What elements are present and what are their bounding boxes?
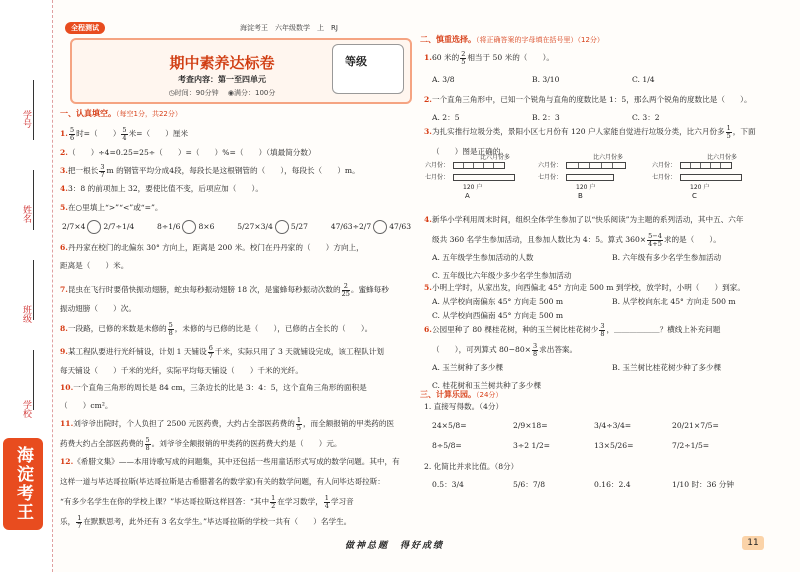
answer-option[interactable]: B. 六年级有多少名学生参加活动 [612,253,722,262]
answer-option[interactable]: A. 五年级学生参加活动的人数 [432,253,534,262]
fraction [208,345,214,360]
bar-segment [690,163,691,168]
denominator: 25 [341,289,350,298]
denominator: 2 [271,501,276,510]
question-text: 刘爷爷出院时，个人负担了 2500 元医药费，大约占全部医药费的 [73,419,295,428]
question-number: 3. [424,127,432,136]
answer-option[interactable]: B. 从学校向东北 45° 方向走 500 m [612,297,736,306]
question-item [60,200,163,215]
question-text: 在默默思考，此外还有 3 名女学生。”毕达哥拉斯的学校一共有（ ）名学生。 [83,517,352,526]
question-item [424,92,752,107]
question-text: 。蜜蜂每秒 [350,285,389,294]
denominator: 8 [533,349,538,358]
diagram-label-july: 七月份： [538,174,563,181]
page-header [65,22,408,34]
ratio-expression[interactable]: 1/10 时：36 分钟 [672,480,734,489]
diagram-choice[interactable]: B [578,192,583,200]
page-number: 11 [742,536,764,550]
question-text: 级共 360 名学生参加活动，且参加人数比为 4：5。算式 360× [432,235,647,244]
question-text: 时=（ ） [76,129,121,138]
question-text: 60 米的 [431,53,460,62]
compare-right: 8×6 [198,222,215,231]
question-text: 。刘爷爷全额报销的甲类药的医药费大约是（ ）元。 [151,439,342,448]
question-text: （ ）图是正确的。 [432,147,508,156]
question-item [60,321,372,337]
question-item [60,436,342,452]
numerator: 3 [533,341,538,350]
question-text: 千米，实际只用了 3 天就铺设完成，该工程队计划 [214,347,384,356]
bar-segment [700,163,701,168]
question-text: 昆虫在飞行时要借快振动翅膀，蛇虫每秒振动翅膀 18 次，是蜜蜂每秒振动次数的 [67,285,341,294]
bar-segment [463,163,464,168]
question-item [60,181,263,196]
question-item [60,145,316,160]
denominator: 5 [461,57,466,66]
numerator: 5 [122,125,127,134]
denominator: 7 [100,170,105,179]
bar-segment [473,163,474,168]
section-1-title [60,108,182,119]
diagram-label-june: 六月份： [425,162,450,169]
denominator: 8 [168,328,173,337]
calc-expression[interactable]: 13×5/26= [594,441,634,450]
spine-label-id: 学号 [21,110,31,128]
june-bar [680,162,732,169]
numerator: 3 [100,162,105,171]
numerator: 1 [296,415,301,424]
diagram-more-label: 比六月份多 [707,154,738,161]
fraction [145,437,151,452]
clock-icon: ◷ [168,89,175,97]
spine-label-name: 姓名 [21,205,31,223]
denominator: 8 [145,443,150,452]
answer-option[interactable]: A. 玉兰树种了多少棵 [432,363,504,372]
fraction [647,233,663,248]
test-badge: 全程测试 [65,22,105,34]
question-item [60,126,188,142]
question-item [432,342,577,358]
page-title: 期中素养达标卷 [169,54,275,72]
option-row [432,360,792,375]
question-item [60,398,112,413]
diagram-label-june: 六月份： [652,162,677,169]
question-text: 某工程队要进行光纤铺设，计划 1 天铺设 [67,347,207,356]
compare-left: 2/7×4 [62,222,86,231]
question-number: 5. [424,283,432,292]
calc-expression[interactable]: 3÷2 1/2= [513,441,551,450]
ratio-expression[interactable]: 5/6：7/8 [513,480,546,489]
section-title-text: 一、认真填空。 [60,109,116,118]
bar-segment [612,163,613,168]
question-number: 1. [60,129,68,138]
fraction [76,515,82,530]
question-item [424,280,745,295]
fraction [69,127,75,142]
question-text: 把一根长 [67,166,99,175]
answer-option[interactable]: B. 玉兰树比桂花树少种了多少棵 [612,363,722,372]
answer-option[interactable]: A. 2：5 [432,113,460,122]
numerator: 1 [271,493,276,502]
question-text: ，下面 [732,127,756,136]
calc-expression[interactable]: 2/9×18= [513,421,548,430]
option-row [432,72,732,87]
question-text: m 的钢管平均分成4段，每段长是这根钢管的（ ），每段长（ ）m。 [106,166,360,175]
diagram-total-label: 120 户 [463,184,483,191]
exam-info [132,88,312,98]
answer-option[interactable]: C. 从学校向西偏南 45° 方向走 500 m [432,311,564,320]
answer-option[interactable]: C. 桂花树和玉兰树共种了多少棵 [432,381,542,390]
denominator: 5 [296,423,301,432]
numerator: 5 [168,320,173,329]
fraction [726,125,732,140]
fraction [342,283,350,298]
diagram-choice[interactable]: A [465,192,470,200]
question-item [432,232,721,248]
question-text: 相当于 50 米的（ ）。 [467,53,554,62]
compare-circle[interactable] [87,220,101,234]
denominator: 4+5 [648,239,662,248]
question-number: 2. [60,148,68,157]
section-title-text: 三、计算乐园。 [420,390,476,399]
compare-circle[interactable] [373,220,387,234]
question-item [60,454,400,469]
calc-expression[interactable]: 3/4÷3/4= [594,421,632,430]
question-text: 振动翅膀（ ）次。 [60,304,136,313]
option-row [432,294,792,309]
fraction [99,164,105,179]
question-text: 一个直角三角形的周长是 84 cm，三条边长的比是 3：4：5，这个直角三角形的面积是 [73,383,367,392]
gap [214,222,237,231]
numerator: 5−4 [648,231,662,240]
numerator: 5 [69,125,75,134]
exam-scope: 考查内容：第一至四单元 [178,75,266,84]
calc-expression[interactable]: 7/2÷1/5= [672,441,710,450]
question-item [60,474,385,489]
question-text: 在学习数学， [277,497,323,506]
fraction [532,343,538,358]
question-item [424,212,743,227]
gap [134,222,157,231]
question-item [60,258,128,273]
option-row [432,110,732,125]
question-item [424,124,756,140]
bar-segment [589,163,590,168]
question-text: 一段路，已修的米数是未修的 [67,324,167,333]
numerator: 1 [77,513,82,522]
ratio-expression[interactable]: 0.5：3/4 [432,480,464,489]
compare-row [62,219,411,234]
question-text: 乐， [60,517,76,526]
fraction [296,417,302,432]
spine-line [33,260,34,320]
question-number: 4. [424,215,432,224]
numerator: 1 [324,493,329,502]
fraction [324,495,330,510]
question-item [60,514,351,530]
question-text: 米=（ ）厘米 [128,129,189,138]
july-bar [566,174,614,181]
bar-segment [710,163,711,168]
question-item [60,494,354,510]
spine-line [33,350,34,410]
score-icon: ◉ [227,89,234,97]
compare-left: 5/27×3/4 [237,222,273,231]
denominator: 4 [122,133,127,142]
question-item [424,322,720,338]
question-item [60,163,360,179]
question-text: 求出答案。 [539,345,578,354]
question-number: 11. [60,419,74,428]
question-text: 药费大约占全部医药费的 [60,439,144,448]
numerator: 3 [600,321,605,330]
compare-circle[interactable] [275,220,289,234]
fraction [168,322,174,337]
question-number: 7. [60,285,68,294]
question-text: 一个直角三角形中，已知一个锐角与直角的度数比是 1：5，那么两个锐角的度数比是（ ）。 [431,95,752,104]
answer-option[interactable]: C. 五年级比六年级少多少名学生参加活动 [432,271,572,280]
question-text: 学习音 [330,497,354,506]
diagram-total-label: 120 户 [576,184,596,191]
question-item [60,344,384,360]
question-text: 小明上学时，从家出发，向西偏北 45° 方向走 500 m 到学校，放学时，小明（ ）到家。 [431,283,745,292]
diagram-label-july: 七月份： [425,174,450,181]
question-number: 9. [60,347,68,356]
answer-option[interactable]: C. 1/4 [632,75,655,84]
bar-segment [578,163,579,168]
fraction [121,127,127,142]
footer-slogan: 做神总题 得好成绩 [345,541,445,551]
question-number: 12. [60,457,74,466]
question-item [60,380,367,395]
question-number: 2. [424,95,432,104]
question-text: 《希腊文集》——本用诗歌写成的问题集，其中还包括一些用童话形式写成的数学问题。其中，有 [73,457,400,466]
question-text: 公园里种了 80 棵桂花树，种的玉兰树比桂花树少 [431,325,599,334]
diagram-choice[interactable]: C [692,192,697,200]
question-number: 6. [424,325,432,334]
compare-left: 8÷1/6 [157,222,181,231]
question-text: 每天铺设（ ）千米的光纤，实际平均每天铺设（ ）千米的光纤。 [60,366,303,375]
fraction [460,51,466,66]
compare-right: 2/7÷1/4 [103,222,135,231]
denominator: 5 [726,131,731,140]
ratio-expression[interactable]: 0.16：2.4 [594,480,631,489]
numerator: 6 [208,343,213,352]
diagram-label-july: 七月份： [652,174,677,181]
question-number: 1. [424,53,432,62]
compare-right: 5/27 [290,222,308,231]
full-score: 满分：100分 [234,89,276,97]
question-text: ，而全额报销的甲类药的医 [302,419,395,428]
calc-expression[interactable]: 20/21×7/5= [672,421,719,430]
binding-spine [0,0,53,572]
question-text: 距离是（ ）米。 [60,261,129,270]
header-meta: 海淀考王 六年级数学 上 RJ [240,24,338,32]
spine-line [33,170,34,230]
question-item [60,240,364,255]
july-bar [453,174,515,181]
denominator: 6 [69,133,75,142]
diagram-more-label: 比六月份多 [593,154,624,161]
question-text: ，未修的与已修的比是（ ），已修的占全长的（ ）。 [174,324,373,333]
question-number: 6. [60,243,68,252]
numerator: 2 [461,49,466,58]
bar-segment [720,163,721,168]
diagram-more-label: 比六月份多 [480,154,511,161]
diagram-total-label: 120 户 [690,184,710,191]
denominator: 7 [208,351,213,360]
gap [308,222,331,231]
section-note: （24分） [476,391,503,399]
july-bar [680,174,742,181]
spine-line [33,80,34,140]
grade-label: 等级 [345,55,367,68]
question-text: 丹丹家在校门的北偏东 30° 方向上，距离是 200 米。校门在丹丹家的（ ）方向上， [67,243,364,252]
section-2-title [420,34,604,45]
question-item [60,363,303,378]
section-title-text: 二、慎重选择。 [420,35,476,44]
answer-option[interactable]: A. 3/8 [432,75,455,84]
question-text: 新华小学利用周末时间，组织全体学生参加了以“快乐阅读”为主题的系列活动，其中五、六年 [431,215,744,224]
grade-box[interactable] [332,44,404,94]
question-text: 求的是（ ）。 [663,235,721,244]
question-item [60,282,389,298]
question-text: （ ），可列算式 80−80× [432,345,532,354]
calc-expression[interactable]: 8÷5/8= [432,441,462,450]
question-text: 为扎实推行垃圾分类，景阳小区七月份有 120 户人家能自觉进行垃圾分类，比六月份多 [431,127,725,136]
question-text: ，＿＿＿＿＿＿？横线上补充问题 [606,325,721,334]
question-item [424,50,554,66]
calc-q2: 2. 化简比并求比值。（8分） [424,462,519,471]
answer-option[interactable]: B. 3/10 [532,75,560,84]
bar-segment [601,163,602,168]
time-limit: 时间：90分钟 [174,89,219,97]
question-text: 在○里填上“>”“<”或“=”。 [67,203,163,212]
spine-label-school: 学校 [21,400,31,418]
numerator: 1 [726,123,731,132]
fraction [270,495,276,510]
bar-segment [493,163,494,168]
question-number: 8. [60,324,68,333]
question-text: 3：8 的前项加上 32，要使比值不变，后项应加（ ）。 [67,184,263,193]
question-number: 4. [60,184,68,193]
question-item [60,416,394,432]
question-item [60,301,136,316]
denominator: 7 [77,521,82,530]
question-number: 5. [60,203,68,212]
compare-left: 47/63÷2/7 [330,222,372,231]
brand-logo: 海淀考王 [3,438,43,530]
section-note: （每空1分，共22分） [116,110,182,118]
answer-option[interactable]: A. 从学校向南偏东 45° 方向走 500 m [432,297,564,306]
june-bar [566,162,626,169]
denominator: 4 [324,501,329,510]
diagram-label-june: 六月份： [538,162,563,169]
calc-q1: 1. 直接写得数。（4分） [424,402,504,411]
denominator: 8 [600,329,605,338]
numerator: 5 [145,435,150,444]
question-text: “有多少名学生在你的学校上课？”毕达哥拉斯这样回答：“其中 [60,497,270,506]
answer-option[interactable]: C. 3：2 [632,113,660,122]
question-number: 3. [60,166,68,175]
bar-segment [483,163,484,168]
fraction [599,323,605,338]
question-number: 10. [60,383,74,392]
title-box [70,38,412,104]
section-note: （将正确答案的字母填在括号里）（12分） [476,36,604,44]
option-row [432,250,792,265]
answer-option[interactable]: B. 2：3 [532,113,560,122]
question-text: （ ）÷4=0.25=25÷（ ）=（ ）%=（ ）（填最简分数） [67,148,316,157]
numerator: 2 [342,283,350,291]
question-text: 这样一道与毕达哥拉斯(毕达哥拉斯是古希腊著名的数学家)有关的数学问题，有人问毕达哥拉斯： [60,477,385,486]
compare-circle[interactable] [182,220,196,234]
compare-right: 47/63 [389,222,412,231]
june-bar [453,162,505,169]
spine-label-class: 班级 [21,305,31,323]
option-row [432,308,612,323]
calc-expression[interactable]: 24×5/8= [432,421,467,430]
question-text: （ ）cm²。 [60,401,113,410]
